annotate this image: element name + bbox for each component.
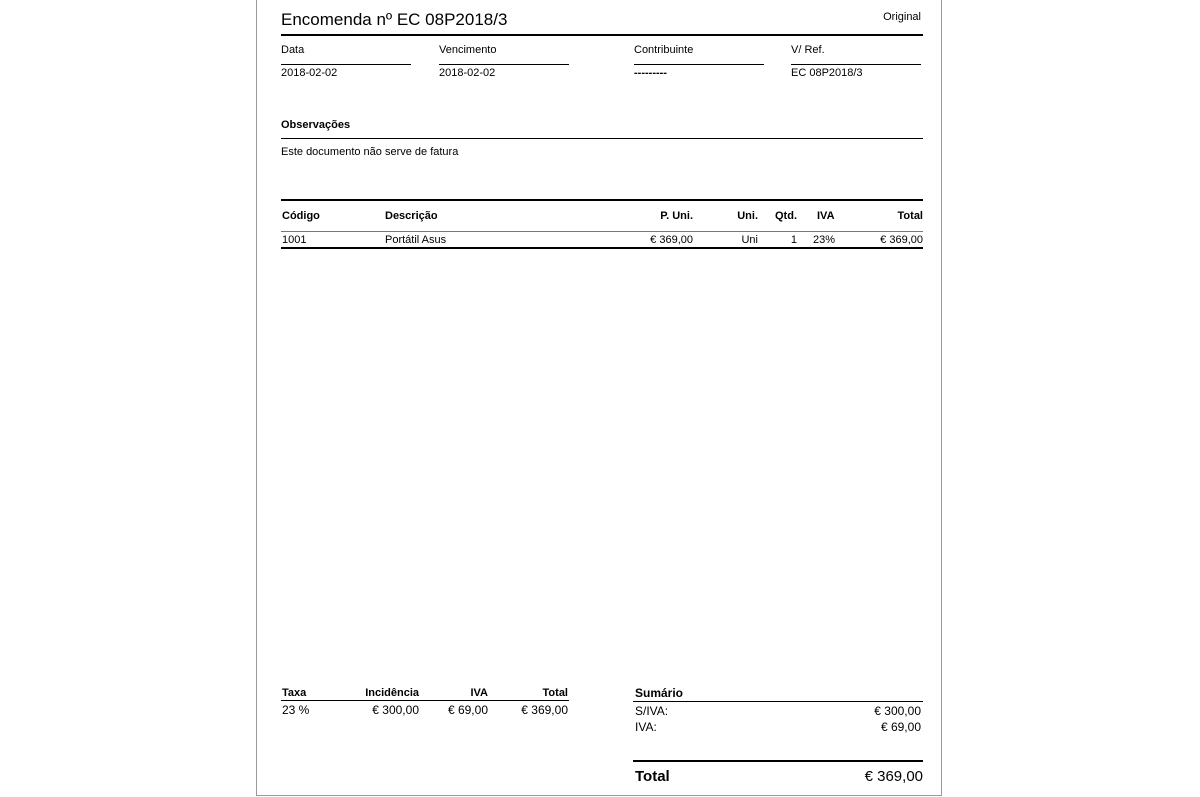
meta-label: Vencimento bbox=[439, 44, 497, 56]
items-bottom-rule bbox=[281, 247, 923, 249]
col-header-total: Total bbox=[897, 210, 923, 222]
cell-unit-price: € 369,00 bbox=[650, 234, 693, 246]
col-header-description: Descrição bbox=[385, 210, 438, 222]
invoice-page bbox=[256, 0, 942, 796]
tax-cell-rate: 23 % bbox=[282, 703, 310, 717]
meta-value: 2018-02-02 bbox=[281, 67, 338, 79]
cell-qty: 1 bbox=[790, 234, 797, 246]
total-label: Total bbox=[635, 768, 670, 785]
meta-rule bbox=[791, 64, 921, 65]
tax-cell-total: € 369,00 bbox=[521, 703, 568, 717]
cell-description: Portátil Asus bbox=[385, 234, 447, 246]
col-header-code: Código bbox=[282, 210, 320, 222]
tax-col-total: Total bbox=[542, 687, 568, 699]
col-header-qty: Qtd. bbox=[775, 210, 797, 222]
tax-header-rule bbox=[281, 700, 569, 701]
meta-value: 2018-02-02 bbox=[439, 67, 496, 79]
summary-line-label: S/IVA: bbox=[635, 704, 669, 718]
items-top-rule bbox=[281, 199, 923, 201]
tax-col-vat: IVA bbox=[470, 687, 488, 699]
cell-code: 1001 bbox=[282, 234, 307, 246]
col-header-unit: Uni. bbox=[737, 210, 758, 222]
meta-label: V/ Ref. bbox=[791, 44, 825, 56]
summary-line-label: IVA: bbox=[635, 720, 657, 734]
meta-rule bbox=[281, 64, 411, 65]
document-title: Encomenda nº EC 08P2018/3 bbox=[281, 10, 508, 29]
meta-rule bbox=[634, 64, 764, 65]
cell-unit: Uni bbox=[741, 234, 758, 246]
tax-col-rate: Taxa bbox=[282, 687, 307, 699]
col-header-vat: IVA bbox=[817, 210, 835, 222]
tax-cell-base: € 300,00 bbox=[372, 703, 419, 717]
total-value: € 369,00 bbox=[864, 768, 923, 785]
meta-label: Contribuinte bbox=[634, 44, 694, 56]
tax-col-base: Incidência bbox=[365, 687, 419, 699]
summary-rule bbox=[633, 701, 923, 702]
meta-value: --------- bbox=[634, 67, 667, 79]
meta-rule bbox=[439, 64, 569, 65]
meta-value: EC 08P2018/3 bbox=[791, 67, 863, 79]
col-header-unit-price: P. Uni. bbox=[660, 210, 693, 222]
copy-label: Original bbox=[883, 11, 921, 23]
summary-heading: Sumário bbox=[635, 686, 684, 700]
tax-cell-vat: € 69,00 bbox=[447, 703, 488, 717]
summary-line-value: € 300,00 bbox=[874, 704, 921, 718]
cell-vat: 23% bbox=[813, 234, 836, 246]
observations-text: Este documento não serve de fatura bbox=[281, 146, 459, 158]
items-header-rule bbox=[281, 231, 923, 232]
observations-heading: Observações bbox=[281, 119, 351, 131]
observations-rule bbox=[281, 138, 923, 139]
meta-label: Data bbox=[281, 44, 305, 56]
summary-line-value: € 69,00 bbox=[880, 720, 921, 734]
total-rule bbox=[633, 760, 923, 762]
cell-total: € 369,00 bbox=[880, 234, 923, 246]
header-rule bbox=[281, 34, 923, 36]
